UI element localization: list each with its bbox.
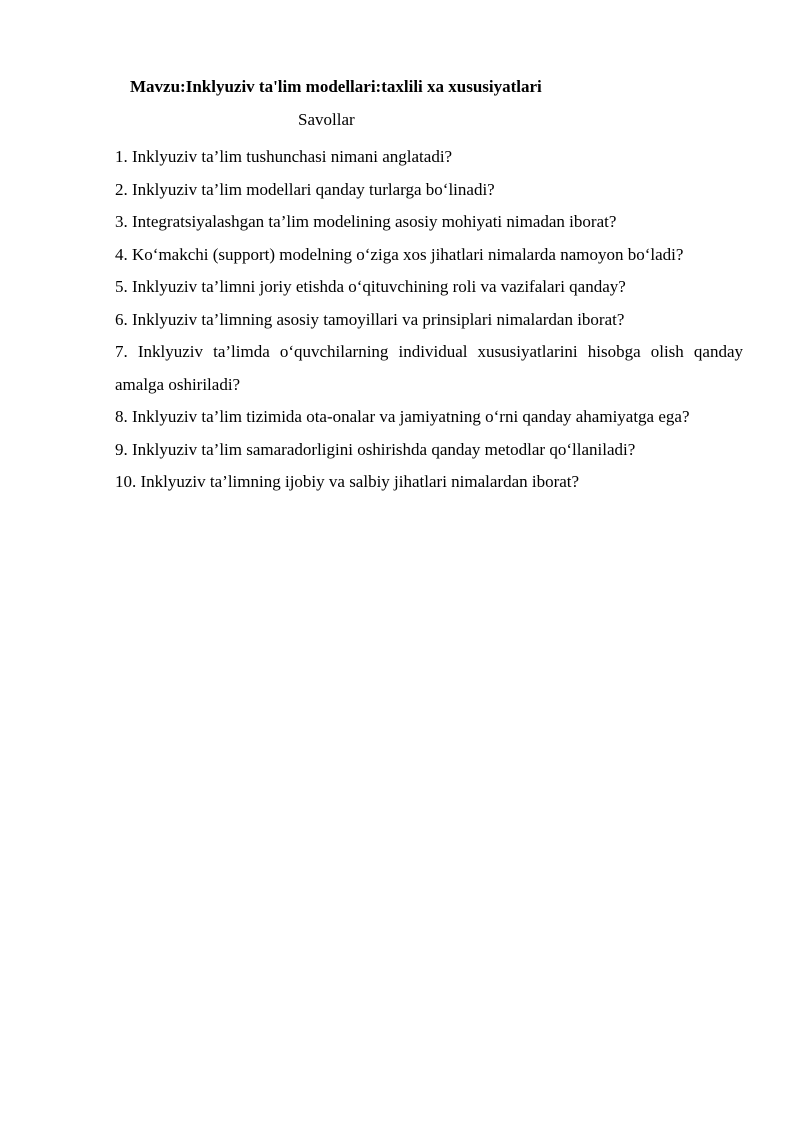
question-item: 3. Integratsiyalashgan ta’lim modelining asosiy mohiyati nimadan iborat? (115, 212, 617, 231)
questions-list (115, 141, 743, 499)
question-item: 7. Inklyuziv ta’limda o‘quvchilarning individual xususiyatlarini hisobga olish qanday amalga oshiriladi? (115, 342, 743, 394)
question-item: 4. Ko‘makchi (support) modelning o‘ziga xos jihatlari nimalarda namoyon bo‘ladi? (115, 244, 684, 264)
question-item: 5. Inklyuziv ta’limni joriy etishda o‘qituvchining roli va vazifalari qanday? (115, 277, 626, 296)
question-item: 8. Inklyuziv ta’lim tizimida ota-onalar va jamiyatning o‘rni qanday ahamiyatga ega? (115, 407, 690, 426)
question-item: 9. Inklyuziv ta’lim samaradorligini oshirishda qanday metodlar qo‘llaniladi? (115, 439, 636, 459)
question-item: 2. Inklyuziv ta’lim modellari qanday turlarga bo‘linadi? (115, 179, 495, 199)
question-item: 10. Inklyuziv ta’limning ijobiy va salbiy jihatlari nimalardan iborat? (115, 472, 580, 491)
question-item: 1. Inklyuziv ta’lim tushunchasi nimani anglatadi? (115, 147, 453, 166)
document-subtitle: Savollar (298, 110, 355, 129)
document-title: Mavzu:Inklyuziv ta'lim modellari:taxlili xa xususiyatlari (130, 77, 542, 96)
question-item: 6. Inklyuziv ta’limning asosiy tamoyillari va prinsiplari nimalardan iborat? (115, 309, 625, 329)
